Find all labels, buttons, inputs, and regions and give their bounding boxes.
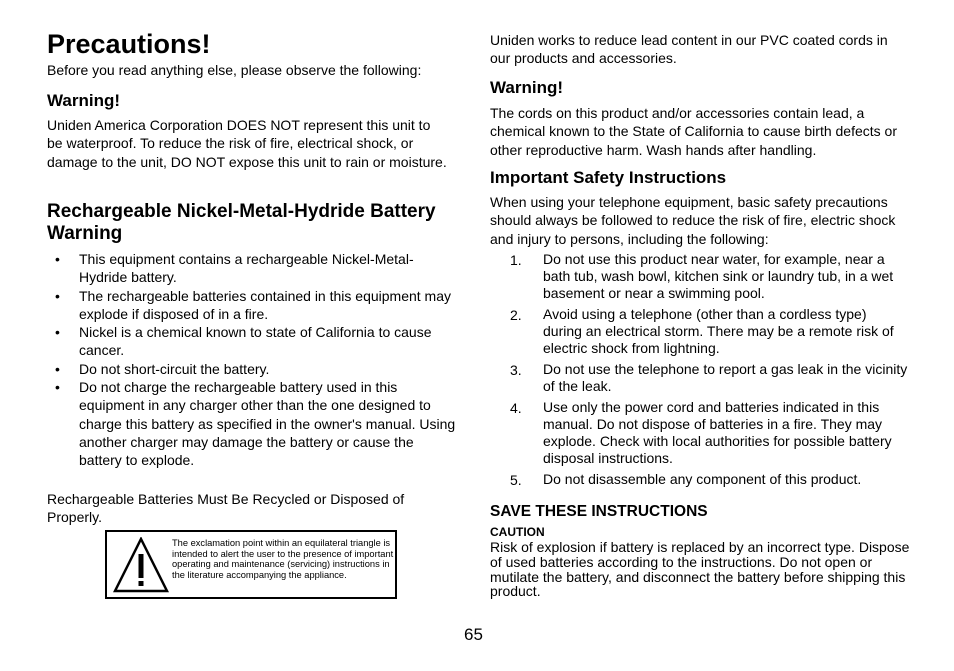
list-item-text: Do not use the telephone to report a gas leak in the vicinity of the leak. (543, 361, 908, 394)
list-item (490, 471, 908, 488)
list-item (47, 378, 457, 469)
intro-text: Before you read anything else, please observe the following: (47, 62, 422, 78)
battery-warning-list (47, 250, 457, 470)
symbol-explanation-box (105, 530, 397, 599)
warning-heading-waterproof: Warning! (47, 91, 121, 110)
list-number: 3. (510, 362, 522, 378)
list-number: 2. (510, 307, 522, 323)
list-number: 5. (510, 472, 522, 488)
list-item-text: Use only the power cord and batteries indicated in this manual. Do not dispose of batteries in a fire. They may explode. Check with local authorities for possible battery disposal instructions. (543, 399, 892, 466)
caution-heading: CAUTION (490, 525, 545, 539)
list-item-text: Do not short-circuit the battery. (79, 360, 270, 377)
warning-heading-lead: Warning! (490, 78, 564, 97)
safety-instructions-heading: Important Safety Instructions (490, 168, 727, 187)
list-item (47, 287, 457, 324)
bullet-mark: • (55, 379, 60, 396)
warning-body-lead: The cords on this product and/or accessories contain lead, a chemical known to the State of California to cause birth defects or other reproductive harm. Wash hands after handling. (490, 105, 897, 158)
list-item-text: This equipment contains a rechargeable Nickel-Metal-Hydride battery. (79, 251, 414, 286)
list-number: 4. (510, 400, 522, 416)
safety-instructions-list (490, 251, 908, 492)
list-item (490, 399, 908, 467)
page-title: Precautions! (47, 29, 211, 59)
list-item-text: Do not use this product near water, for example, near a bath tub, wash bowl, kitchen sink or laundry tub, in a wet basement or near a swimming pool. (543, 251, 894, 301)
recycle-note: Rechargeable Batteries Must Be Recycled or Disposed of Properly. (47, 491, 405, 526)
list-item-text: The rechargeable batteries contained in this equipment may explode if disposed of in a fire. (79, 287, 451, 322)
list-item-text: Do not charge the rechargeable battery used in this equipment in any charger other than the one designed to charge this battery as specified in the owner's manual. Using another charger may damage the battery or cause the battery to explode. (79, 379, 456, 469)
exclamation-triangle-icon (113, 537, 169, 593)
warning-body-waterproof: Uniden America Corporation DOES NOT represent this unit to be waterproof. To reduce the risk of fire, electrical shock, or damage to the unit, DO NOT expose this unit to rain or moisture. (47, 117, 447, 170)
symbol-explanation-text: The exclamation point within an equilateral triangle is intended to alert the user to the presence of important operating and maintenance (servicing) instructions in the literature accompanying the appliance. (172, 538, 394, 580)
battery-warning-heading: Rechargeable Nickel-Metal-Hydride Battery Warning (47, 201, 436, 244)
lead-note: Uniden works to reduce lead content in our PVC coated cords in our products and accessories. (490, 32, 888, 67)
bullet-mark: • (55, 324, 60, 341)
list-item (490, 361, 908, 395)
bullet-mark: • (55, 287, 60, 304)
caution-body: Risk of explosion if battery is replaced by an incorrect type. Dispose of used batteries according to the instructions. Do not open or mutilate the battery, and disconnect the battery before shipping this product. (490, 539, 910, 600)
list-item (490, 251, 908, 302)
safety-intro: When using your telephone equipment, basic safety precautions should always be followed to reduce the risk of fire, electric shock and injury to persons, including the following: (490, 194, 896, 247)
bullet-mark: • (55, 360, 60, 377)
save-instructions-heading: SAVE THESE INSTRUCTIONS (490, 503, 708, 520)
list-item-text: Nickel is a chemical known to state of California to cause cancer. (79, 324, 432, 359)
list-number: 1. (510, 252, 522, 268)
list-item (47, 360, 457, 378)
list-item-text: Do not disassemble any component of this product. (543, 471, 862, 487)
list-item (490, 306, 908, 357)
page-number: 65 (464, 625, 483, 644)
list-item (47, 323, 457, 360)
bullet-mark: • (55, 251, 60, 267)
list-item-text: Avoid using a telephone (other than a cordless type) during an electrical storm. There may be a remote risk of electric shock from lightning. (543, 306, 894, 356)
list-item (47, 250, 457, 287)
